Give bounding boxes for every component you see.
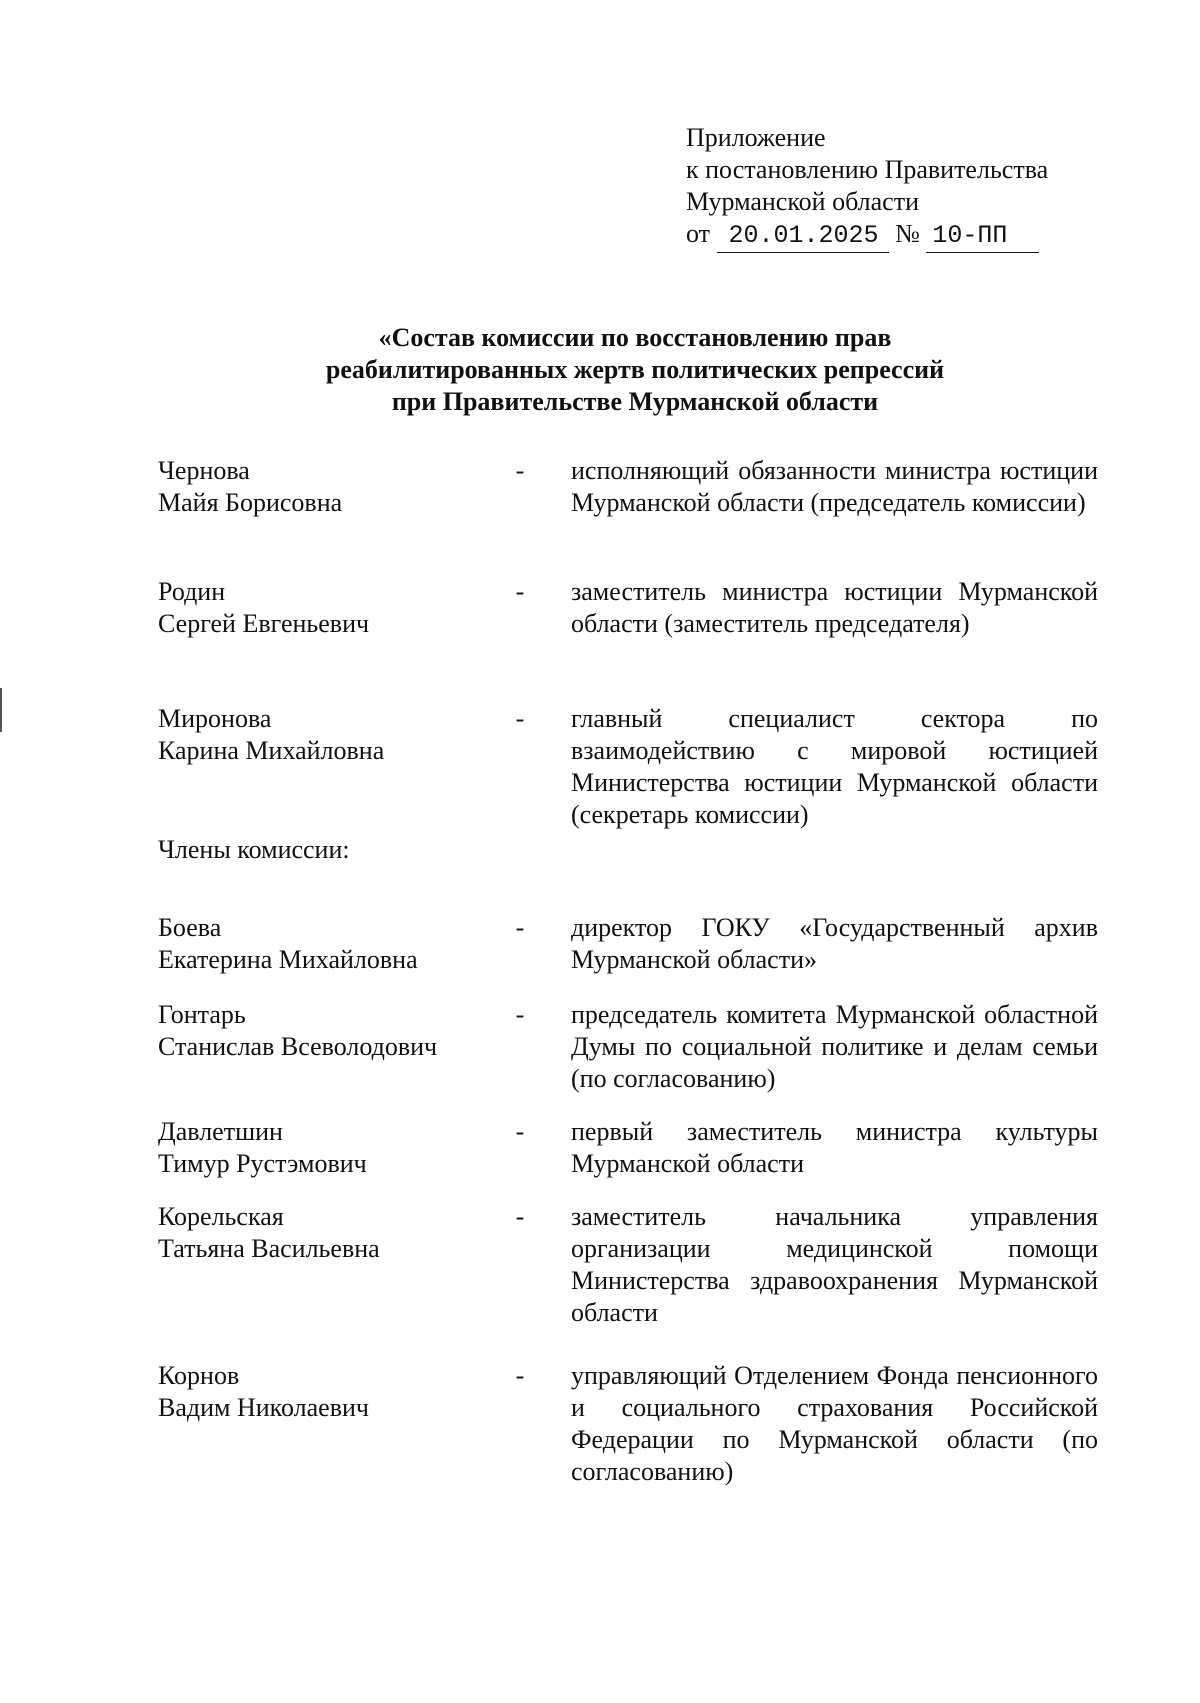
member-role: заместитель начальника управления организации медицинской помощи Министерства здравоохранения Мурманской области [571,1202,1098,1327]
member-name [158,1201,538,1265]
member-name [158,703,538,767]
member-given-names: Татьяна Васильевна [158,1234,380,1263]
member-name [158,576,538,640]
member-surname: Корельская [158,1202,284,1231]
scan-artifact-mark [0,688,2,732]
appendix-date-line [686,218,1048,253]
member-role: заместитель министра юстиции Мурманской области (заместитель председателя) [571,577,1098,638]
member-name [158,999,538,1063]
member-given-names: Карина Михайловна [158,736,385,765]
separator-dash: - [515,913,525,942]
member-surname: Чернова [158,456,250,485]
member-given-names: Сергей Евгеньевич [158,609,370,638]
member-given-names: Екатерина Михайловна [158,945,418,974]
decree-date: 20.01.2025 [717,220,889,253]
appendix-decree-ref: к постановлению Правительства [686,155,1049,184]
member-name [158,1116,538,1180]
member-surname: Корнов [158,1361,240,1390]
title-line-1: «Состав комиссии по восстановлению прав [378,323,892,352]
member-role: главный специалист сектора по взаимодействию с мировой юстицией Министерства юстиции Мурманской области (секретарь комиссии) [571,704,1098,829]
member-given-names: Вадим Николаевич [158,1393,369,1422]
member-role: управляющий Отделением Фонда пенсионного и социального страхования Российской Федерации по Мурманской области (по согласованию) [571,1361,1098,1486]
separator-dash: - [515,1202,525,1231]
title-line-2: реабилитированных жертв политических репрессий [325,355,945,384]
separator-dash: - [515,704,525,733]
member-surname: Боева [158,913,222,942]
document-title [200,322,1070,418]
separator-dash: - [515,1117,525,1146]
member-surname: Гонтарь [158,1000,246,1029]
member-name [158,455,538,519]
title-line-3: при Правительстве Мурманской области [391,387,879,416]
member-role: председатель комитета Мурманской областной Думы по социальной политике и делам семьи (по согласованию) [571,1000,1098,1093]
member-given-names: Майя Борисовна [158,488,343,517]
decree-number: 10-ПП [926,220,1039,253]
number-sign: № [895,219,920,248]
member-name [158,1360,538,1424]
appendix-label: Приложение [686,123,826,152]
member-role: исполняющий обязанности министра юстиции Мурманской области (председатель комиссии) [571,456,1098,517]
member-surname: Давлетшин [158,1117,283,1146]
member-name [158,912,538,976]
member-surname: Миронова [158,704,272,733]
members-heading: Члены комиссии: [158,835,350,864]
member-surname: Родин [158,577,226,606]
member-given-names: Станислав Всеволодович [158,1032,438,1061]
member-role: первый заместитель министра культуры Мурманской области [571,1117,1098,1178]
member-role: директор ГОКУ «Государственный архив Мурманской области» [571,913,1098,974]
separator-dash: - [515,1000,525,1029]
member-given-names: Тимур Рустэмович [158,1149,367,1178]
separator-dash: - [515,456,525,485]
appendix-region: Мурманской области [686,187,919,216]
appendix-header [686,122,1048,253]
separator-dash: - [515,1361,525,1390]
date-prefix: от [686,219,711,248]
separator-dash: - [515,577,525,606]
